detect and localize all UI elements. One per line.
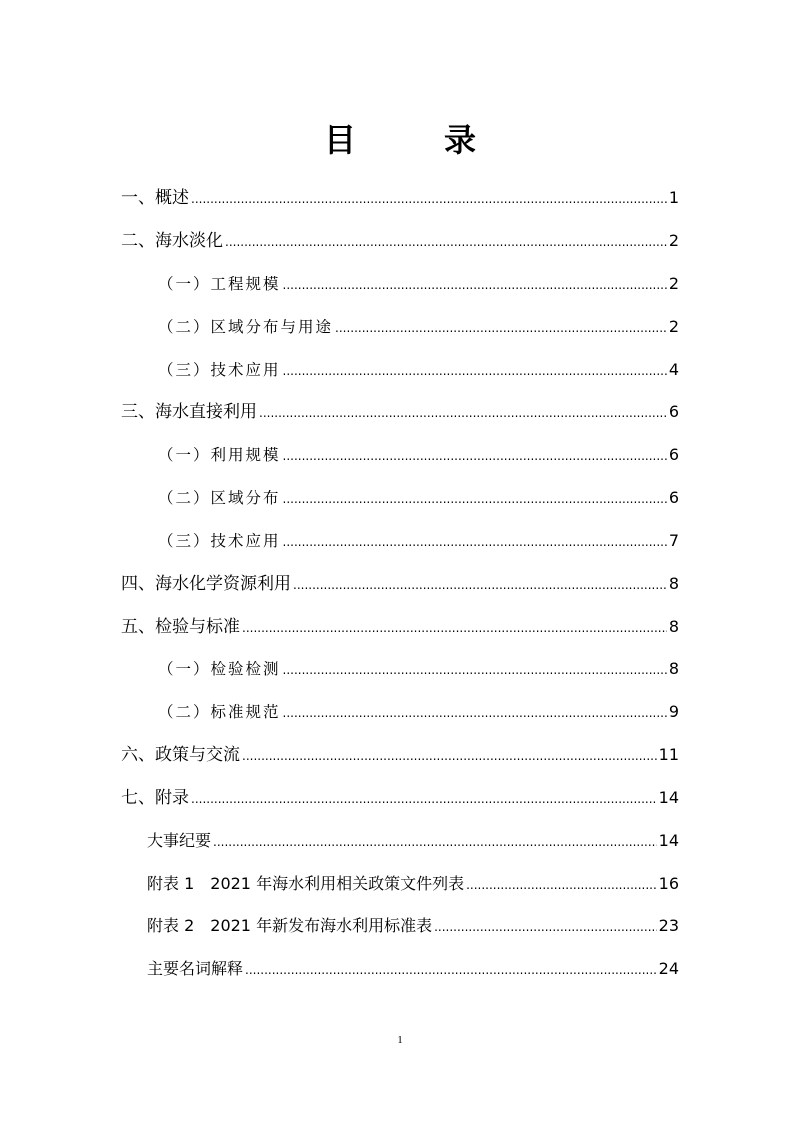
toc-entry-inspection-testing[interactable] bbox=[158, 654, 679, 684]
toc-entry-engineering-scale[interactable] bbox=[158, 269, 679, 299]
toc-entry-label: 五、检验与标准 bbox=[121, 617, 240, 637]
toc-entry-direct-use[interactable] bbox=[121, 397, 679, 427]
leader-dots bbox=[283, 655, 667, 685]
leader-dots bbox=[191, 784, 657, 814]
toc-entry-label: （一）检验检测 bbox=[158, 660, 281, 678]
toc-entry-chronicle[interactable] bbox=[147, 826, 679, 856]
toc-entry-label: （三）技术应用 bbox=[158, 361, 281, 379]
toc-entry-page: 8 bbox=[668, 617, 679, 636]
toc-entry-label: （一）工程规模 bbox=[158, 275, 281, 293]
toc-entry-page: 14 bbox=[658, 831, 679, 850]
page-title: 目 录 bbox=[323, 121, 504, 159]
toc-entry-glossary[interactable] bbox=[147, 954, 679, 984]
toc-entry-policy-exchange[interactable] bbox=[121, 740, 679, 770]
toc-entry-page: 6 bbox=[668, 488, 679, 507]
leader-dots bbox=[335, 313, 667, 343]
toc-entry-overview[interactable] bbox=[121, 183, 679, 213]
toc-entry-label: 大事纪要 bbox=[147, 831, 212, 850]
toc-entry-page: 2 bbox=[668, 274, 679, 293]
toc-entry-label: （二）标准规范 bbox=[158, 703, 281, 721]
toc-entry-desalination[interactable] bbox=[121, 226, 679, 256]
leader-dots bbox=[283, 441, 667, 471]
toc-entry-label: 主要名词解释 bbox=[147, 959, 244, 978]
toc-entry-label: 附表 1 2021 年海水利用相关政策文件列表 bbox=[147, 874, 465, 893]
toc-entry-label: （三）技术应用 bbox=[158, 532, 281, 550]
leader-dots bbox=[283, 356, 667, 386]
toc-entry-label: 三、海水直接利用 bbox=[121, 402, 257, 422]
toc-entry-page: 6 bbox=[668, 402, 679, 421]
toc-entry-technology-application[interactable] bbox=[158, 355, 679, 385]
toc-entry-label: 七、附录 bbox=[121, 788, 189, 808]
leader-dots bbox=[283, 270, 667, 300]
toc-entry-page: 6 bbox=[668, 445, 679, 464]
toc-entry-page: 14 bbox=[658, 788, 679, 807]
toc-entry-page: 7 bbox=[668, 531, 679, 550]
toc-entry-regional-distribution-use[interactable] bbox=[158, 312, 679, 342]
toc-entry-standard-specifications[interactable] bbox=[158, 697, 679, 727]
leader-dots bbox=[245, 955, 657, 985]
toc-entry-page: 16 bbox=[658, 874, 679, 893]
toc-entry-page: 24 bbox=[658, 959, 679, 978]
toc-entry-appendix[interactable] bbox=[121, 783, 679, 813]
toc-entry-page: 8 bbox=[668, 659, 679, 678]
leader-dots bbox=[259, 398, 667, 428]
toc-entry-page: 23 bbox=[658, 916, 679, 935]
toc-entry-regional-distribution[interactable] bbox=[158, 483, 679, 513]
toc-entry-label: 二、海水淡化 bbox=[121, 231, 223, 251]
toc-entry-appendix-table-2[interactable] bbox=[147, 911, 679, 941]
toc-entry-label: 一、概述 bbox=[121, 188, 189, 208]
leader-dots bbox=[283, 527, 667, 557]
toc-entry-page: 11 bbox=[658, 745, 679, 764]
toc-entry-appendix-table-1[interactable] bbox=[147, 869, 679, 899]
toc-entry-label: （二）区域分布 bbox=[158, 489, 281, 507]
leader-dots bbox=[242, 741, 657, 771]
leader-dots bbox=[434, 912, 657, 942]
leader-dots bbox=[191, 184, 667, 214]
toc-entry-page: 8 bbox=[668, 574, 679, 593]
leader-dots bbox=[293, 570, 667, 600]
toc-entry-label: 附表 2 2021 年新发布海水利用标准表 bbox=[147, 916, 433, 935]
toc-entry-utilization-scale[interactable] bbox=[158, 440, 679, 470]
toc-entry-technology-application-2[interactable] bbox=[158, 526, 679, 556]
leader-dots bbox=[213, 827, 657, 857]
leader-dots bbox=[225, 227, 667, 257]
toc-entry-label: （二）区域分布与用途 bbox=[158, 318, 334, 336]
leader-dots bbox=[283, 698, 667, 728]
toc-entry-label: 四、海水化学资源利用 bbox=[121, 574, 291, 594]
toc-entry-label: 六、政策与交流 bbox=[121, 745, 240, 765]
toc-entry-page: 1 bbox=[668, 188, 679, 207]
leader-dots bbox=[466, 870, 657, 900]
toc-entry-page: 9 bbox=[668, 702, 679, 721]
toc-entry-label: （一）利用规模 bbox=[158, 446, 281, 464]
toc-entry-page: 2 bbox=[668, 231, 679, 250]
page-number: 1 bbox=[397, 1034, 403, 1046]
toc-entry-page: 4 bbox=[668, 360, 679, 379]
toc-entry-chemical-resources[interactable] bbox=[121, 569, 679, 599]
toc-entry-testing-standards[interactable] bbox=[121, 612, 679, 642]
toc-entry-page: 2 bbox=[668, 317, 679, 336]
leader-dots bbox=[283, 484, 667, 514]
leader-dots bbox=[242, 613, 667, 643]
